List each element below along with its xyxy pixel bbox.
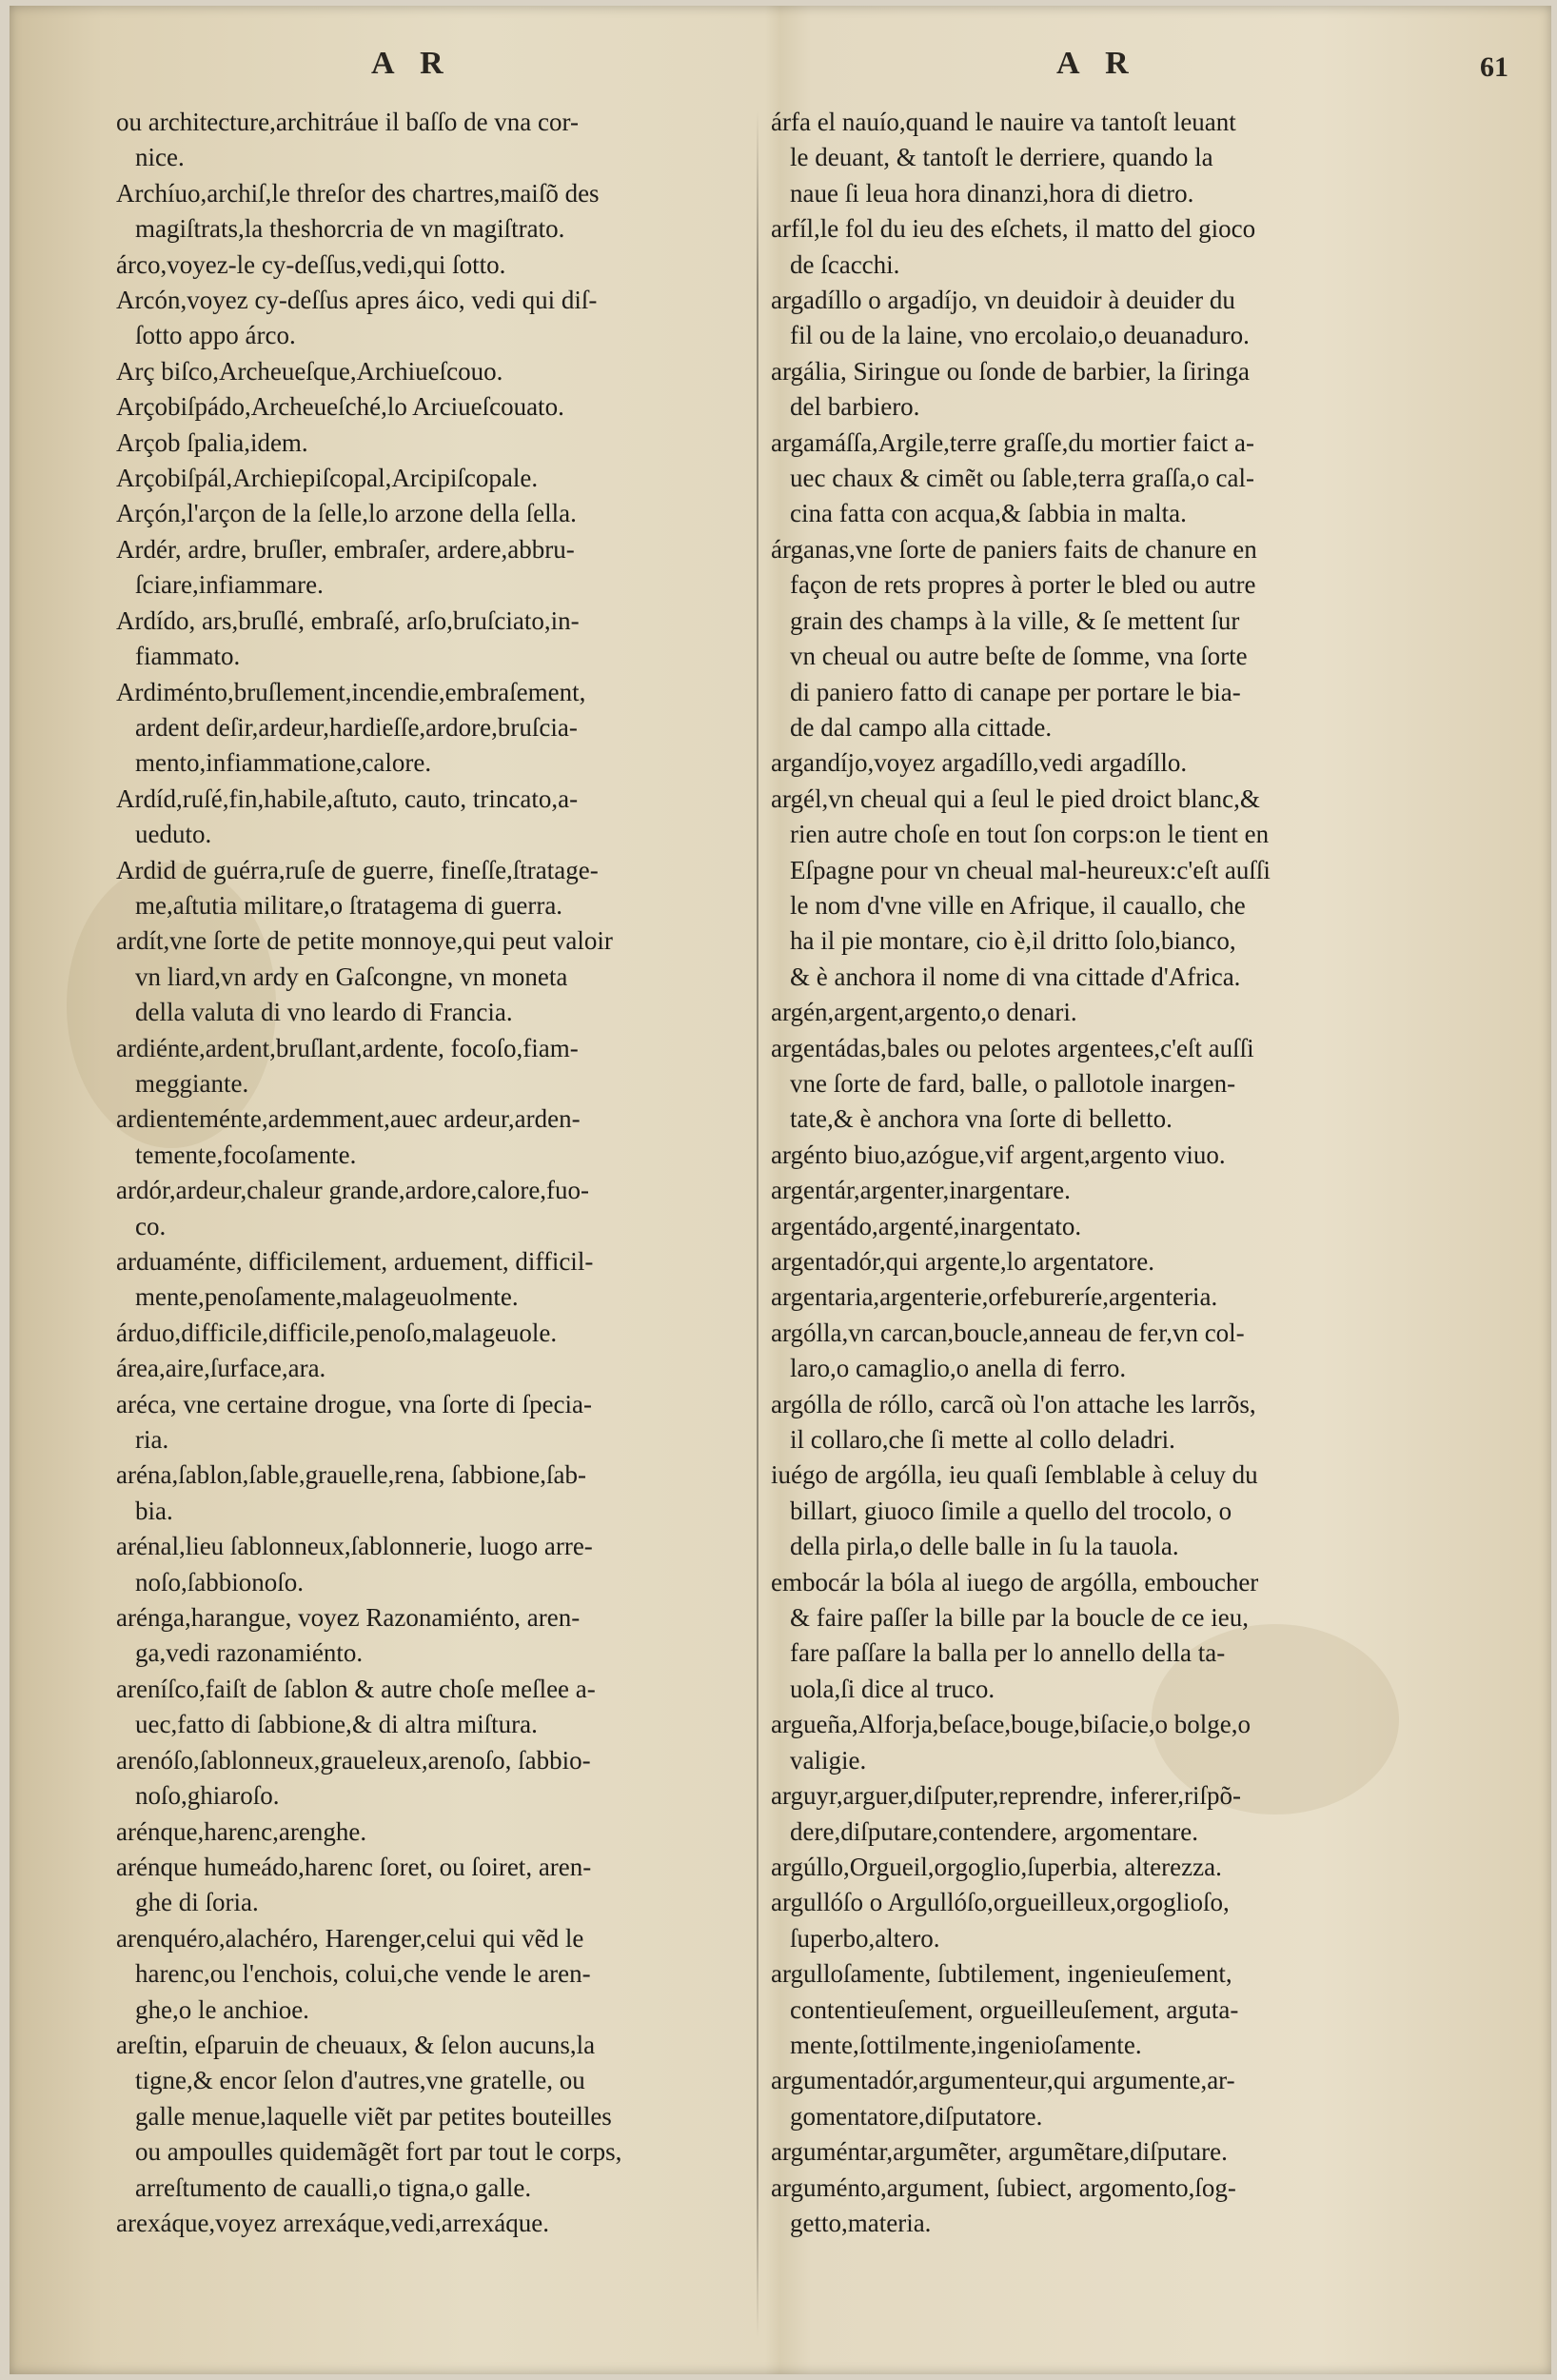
- dictionary-entry: [771, 995, 1428, 1030]
- dictionary-entry: [116, 1101, 739, 1173]
- dictionary-entry: [116, 1316, 739, 1351]
- dictionary-entry: [771, 211, 1428, 283]
- dictionary-entry: [771, 532, 1428, 745]
- entry-line: argentadór,qui argente,lo argentatore.: [771, 1247, 1155, 1276]
- entry-line: Ardér, ardre, bruſler, embraſer, ardere,abbru-: [116, 534, 575, 564]
- entry-line: Ardiménto,bruſlement,incendie,embraſement,: [116, 677, 586, 706]
- entry-line: arduaménte, difficilement, arduement, difficil-: [116, 1247, 594, 1276]
- dictionary-entry: [116, 853, 739, 924]
- running-head-right: A R: [1056, 46, 1138, 81]
- entry-line: harenc,ou l'enchois, colui,che vende le aren-: [135, 1959, 591, 1989]
- entry-line: arénque humeádo,harenc ſoret, ou ſoiret, aren-: [116, 1852, 592, 1881]
- dictionary-entry: [771, 1850, 1428, 1885]
- entry-line: nice.: [135, 143, 185, 172]
- entry-line: uec chaux & cimẽt ou ſable,terra graſſa,o cal-: [790, 464, 1255, 493]
- entry-line: façon de rets propres à porter le bled ou autre: [790, 570, 1256, 600]
- entry-line: vn liard,vn ardy en Gaſcongne, vn moneta: [135, 962, 568, 991]
- dictionary-entry: [771, 2063, 1428, 2134]
- dictionary-entry: [116, 923, 739, 1030]
- dictionary-entry: [116, 1031, 739, 1102]
- entry-line: arguménto,argument, ſubiect, argomento,ſog-: [771, 2172, 1236, 2202]
- dictionary-entry: [116, 283, 739, 354]
- entry-line: árco,voyez-le cy-deſſus,vedi,qui ſotto.: [116, 249, 506, 279]
- entry-line: Ardid de guérra,ruſe de guerre, fineſſe,ſtratage-: [116, 855, 599, 884]
- entry-line: laro,o camaglio,o anella di ferro.: [790, 1354, 1127, 1383]
- entry-line: mento,infiammatione,calore.: [135, 748, 432, 778]
- entry-line: argentaria,argenterie,orfebureríe,argenteria.: [771, 1282, 1218, 1312]
- right-column: [771, 105, 1428, 2241]
- running-head-left: A R: [371, 46, 453, 81]
- entry-line: gomentatore,diſputatore.: [790, 2101, 1043, 2131]
- left-column: [116, 105, 739, 2241]
- dictionary-entry: [771, 745, 1428, 781]
- dictionary-entry: [771, 1031, 1428, 1138]
- entry-line: le deuant, & tantoſt le derriere, quando la: [790, 143, 1213, 172]
- entry-line: ria.: [135, 1425, 169, 1455]
- entry-line: ga,vedi razonamiénto.: [135, 1638, 364, 1668]
- entry-line: argén,argent,argento,o denari.: [771, 998, 1077, 1027]
- dictionary-entry: [771, 283, 1428, 354]
- entry-line: arexáque,voyez arrexáque,vedi,arrexáque.: [116, 2208, 549, 2237]
- entry-line: Archíuo,archiſ,le threſor des chartres,maiſõ des: [116, 178, 600, 208]
- entry-line: Arçob ſpalia,idem.: [116, 427, 308, 457]
- entry-line: vn cheual ou autre beſte de ſomme, vna ſorte: [790, 642, 1248, 671]
- entry-line: me,aſtutia militare,o ſtratagema di guerra.: [135, 890, 563, 920]
- entry-line: argólla de róllo, carcã où l'on attache les larrõs,: [771, 1389, 1256, 1418]
- dictionary-entry: [771, 1956, 1428, 2063]
- entry-line: getto,materia.: [790, 2208, 932, 2237]
- entry-line: argandíjo,voyez argadíllo,vedi argadíllo.: [771, 748, 1188, 778]
- entry-line: ſciare,infiammare.: [135, 570, 324, 600]
- entry-line: ou ampoulles quidemãgẽt fort par tout le corps,: [135, 2137, 622, 2167]
- entry-line: árduo,difficile,difficile,penoſo,malageuole.: [116, 1318, 558, 1347]
- entry-line: meggiante.: [135, 1068, 249, 1098]
- dictionary-entry: [116, 105, 739, 176]
- entry-line: aréngа,harangue, voyez Razonamiénto, aren-: [116, 1603, 581, 1633]
- entry-line: valigie.: [790, 1745, 867, 1775]
- dictionary-entry: [771, 1387, 1428, 1458]
- entry-line: ardienteménte,ardemment,auec ardeur,arden-: [116, 1104, 581, 1134]
- entry-line: área,aire,ſurface,ara.: [116, 1354, 326, 1383]
- entry-line: Ardído, ars,bruſlé, embraſé, arſo,bruſciato,in-: [116, 605, 580, 635]
- dictionary-entry: [771, 1316, 1428, 1387]
- entry-line: argadíllo o argadíjo, vn deuidoir à deuider du: [771, 286, 1235, 315]
- dictionary-entry: [771, 1138, 1428, 1173]
- entry-line: naue ſi leua hora dinanzi,hora di dietro.: [790, 178, 1194, 208]
- dictionary-entry: [116, 1743, 739, 1815]
- entry-line: ueduto.: [135, 820, 212, 849]
- dictionary-entry: [771, 2134, 1428, 2170]
- entry-line: arguméntar,argumẽter, argumẽtare,diſputare.: [771, 2137, 1228, 2167]
- entry-line: arreſtumento de caualli,o tigna,o galle.: [135, 2172, 532, 2202]
- entry-line: argólla,vn carcan,boucle,anneau de fer,vn col-: [771, 1318, 1245, 1347]
- entry-line: uec,fatto di ſabbione,& di altra miſtura.: [135, 1710, 538, 1739]
- dictionary-entry: [771, 105, 1428, 211]
- dictionary-entry: [116, 1458, 739, 1529]
- entry-line: contentieuſement, orgueilleuſement, arguta-: [790, 1994, 1239, 2024]
- entry-line: embocár la bóla al iuego de argólla, emboucher: [771, 1567, 1259, 1597]
- entry-line: árfa el nauío,quand le nauire va tantoſt leuant: [771, 108, 1236, 136]
- entry-line: le nom d'vne ville en Afrique, il cauallo, che: [790, 890, 1246, 920]
- entry-line: fiammato.: [135, 642, 241, 671]
- dictionary-entry: [116, 1529, 739, 1600]
- entry-line: rien autre choſe en tout ſon corps:on le tient en: [790, 820, 1270, 849]
- entry-line: arénal,lieu ſablonneux,ſablonnerie, luogo arre-: [116, 1532, 593, 1561]
- dictionary-entry: [116, 389, 739, 425]
- entry-line: arenquéro,alachéro, Harenger,celui qui vẽd le: [116, 1923, 584, 1953]
- dictionary-entry: [771, 1707, 1428, 1778]
- entry-line: temente,focoſamente.: [135, 1140, 357, 1169]
- entry-line: billart, giuoco ſimile a quello del trocolo, o: [790, 1496, 1232, 1525]
- entry-line: noſo,ſabbionoſo.: [135, 1567, 304, 1597]
- entry-line: mente,ſottilmente,ingenioſamente.: [790, 2030, 1142, 2059]
- dictionary-entry: [116, 1244, 739, 1316]
- entry-line: ardiénte,ardent,bruſlant,ardente, focoſo,fiam-: [116, 1033, 579, 1062]
- dictionary-entry: [116, 782, 739, 853]
- dictionary-entry: [771, 1458, 1428, 1564]
- entry-line: ou architecture,architráue il baſſo de vna cor-: [116, 108, 579, 136]
- dictionary-entry: [116, 176, 739, 248]
- dictionary-entry: [116, 1173, 739, 1244]
- entry-line: arenóſo,ſablonneux,graueleux,arenoſo, ſabbio-: [116, 1745, 591, 1775]
- dictionary-entry: [116, 248, 739, 283]
- dictionary-entry: [116, 426, 739, 461]
- dictionary-entry: [771, 1778, 1428, 1850]
- entry-line: noſo,ghiaroſo.: [135, 1781, 280, 1811]
- entry-line: uola,ſi dice al truco.: [790, 1674, 995, 1703]
- dictionary-entry: [771, 2171, 1428, 2242]
- dictionary-entry: [116, 604, 739, 675]
- entry-line: galle menue,laquelle viẽt par petites bouteilles: [135, 2101, 612, 2131]
- entry-line: della valuta di vno leardo di Francia.: [135, 998, 513, 1027]
- entry-line: argulloſamente, ſubtilement, ingenieuſement,: [771, 1959, 1232, 1989]
- entry-line: bia.: [135, 1496, 173, 1525]
- dictionary-entry: [116, 1921, 739, 2028]
- entry-line: Arçobiſpádo,Archeueſché,lo Arciueſcouato.: [116, 392, 564, 422]
- entry-line: ſotto appo árco.: [135, 321, 296, 350]
- entry-line: ſuperbo,altero.: [790, 1923, 940, 1953]
- entry-line: & faire paſſer la bille par la boucle de ce ieu,: [790, 1603, 1250, 1633]
- dictionary-entry: [116, 461, 739, 496]
- dictionary-entry: [771, 426, 1428, 532]
- dictionary-entry: [116, 2028, 739, 2206]
- dictionary-entry: [116, 2206, 739, 2241]
- entry-line: ha il pie montare, cio è,il dritto ſolo,bianco,: [790, 926, 1236, 956]
- entry-line: Eſpagne pour vn cheual mal-heureux:c'eſt auſſi: [790, 855, 1271, 884]
- entry-line: argentár,argenter,inargentare.: [771, 1176, 1071, 1205]
- entry-line: árganas,vne ſorte de paniers faits de chanure en: [771, 534, 1257, 564]
- entry-line: aréna,ſablon,ſable,grauelle,rena, ſabbione,ſab-: [116, 1460, 587, 1490]
- entry-line: il collaro,che ſi mette al collo deladri.: [790, 1425, 1175, 1455]
- dictionary-entry: [771, 1173, 1428, 1208]
- entry-line: arénque,harenc,arenghe.: [116, 1816, 367, 1846]
- entry-line: de dal campo alla cittade.: [790, 712, 1053, 742]
- entry-line: argueña,Alforja,beſace,bouge,biſacie,o bolge,o: [771, 1710, 1252, 1739]
- dictionary-entry: [116, 1672, 739, 1743]
- book-page: [10, 6, 1551, 2374]
- entry-line: ardór,ardeur,chaleur grande,ardore,calore,fuo-: [116, 1176, 590, 1205]
- entry-line: Arç biſco,Archeueſque,Archiueſcouo.: [116, 356, 503, 386]
- entry-line: areníſco,faiſt de ſablon & autre choſe meſlee a-: [116, 1674, 596, 1703]
- entry-line: areſtin, eſparuin de cheuaux, & ſelon aucuns,la: [116, 2030, 596, 2059]
- entry-line: fil ou de la laine, vno ercolaio,o deuanaduro.: [790, 321, 1250, 350]
- dictionary-entry: [116, 532, 739, 604]
- entry-line: magiſtrats,la theshorcria de vn magiſtrato.: [135, 214, 565, 244]
- entry-line: argumentadór,argumenteur,qui argumente,ar-: [771, 2066, 1235, 2095]
- entry-line: co.: [135, 1211, 167, 1240]
- entry-line: ardít,vne ſorte de petite monnoye,qui peut valoir: [116, 926, 613, 956]
- page-number: 61: [1480, 51, 1508, 83]
- entry-line: argénto biuo,azógue,vif argent,argento viuo.: [771, 1140, 1226, 1169]
- entry-line: argúllo,Orgueil,orgoglio,ſuperbia, alterezza.: [771, 1852, 1222, 1881]
- entry-line: aréca, vne certaine drogue, vna ſorte di ſpecia-: [116, 1389, 592, 1418]
- entry-line: del barbiero.: [790, 392, 920, 422]
- entry-line: ardent deſir,ardeur,hardieſſe,ardore,bruſcia-: [135, 712, 578, 742]
- dictionary-entry: [116, 1850, 739, 1921]
- entry-line: argália, Siringue ou ſonde de barbier, la ſiringa: [771, 356, 1251, 386]
- entry-line: tigne,& encor ſelon d'autres,vne gratelle, ou: [135, 2066, 585, 2095]
- entry-line: de ſcacchi.: [790, 249, 900, 279]
- dictionary-entry: [116, 1351, 739, 1386]
- entry-line: Arçón,l'arçon de la ſelle,lo arzone della ſella.: [116, 499, 577, 528]
- entry-line: argentádas,bales ou pelotes argentees,c'eſt auſſi: [771, 1033, 1254, 1062]
- dictionary-entry: [771, 354, 1428, 426]
- dictionary-entry: [116, 1815, 739, 1850]
- entry-line: dere,diſputare,contendere, argomentare.: [790, 1816, 1199, 1846]
- dictionary-entry: [771, 1244, 1428, 1279]
- entry-line: argamáſſa,Argile,terre graſſe,du mortier faict a-: [771, 427, 1255, 457]
- entry-line: argentádo,argenté,inargentato.: [771, 1211, 1082, 1240]
- dictionary-entry: [116, 1387, 739, 1458]
- entry-line: Arcón,voyez cy-deſſus apres áico, vedi qui diſ-: [116, 286, 598, 315]
- dictionary-entry: [771, 782, 1428, 995]
- dictionary-entry: [771, 1565, 1428, 1708]
- dictionary-entry: [771, 1279, 1428, 1315]
- dictionary-entry: [771, 1209, 1428, 1244]
- entry-line: mente,penoſamente,malageuolmente.: [135, 1282, 519, 1312]
- dictionary-entry: [116, 1600, 739, 1672]
- entry-line: & è anchora il nome di vna cittade d'Africa.: [790, 962, 1241, 991]
- dictionary-entry: [771, 1885, 1428, 1956]
- entry-line: iuégo de argólla, ieu quaſi ſemblable à celuy du: [771, 1460, 1258, 1490]
- dictionary-entry: [116, 675, 739, 782]
- entry-line: ghe,o le anchioe.: [135, 1994, 309, 2024]
- entry-line: fare paſſare la balla per lo annello della ta-: [790, 1638, 1226, 1668]
- entry-line: cina fatta con acqua,& ſabbia in malta.: [790, 499, 1187, 528]
- entry-line: ghe di ſoria.: [135, 1888, 259, 1917]
- entry-line: della pirla,o delle balle in ſu la tauola.: [790, 1532, 1179, 1561]
- entry-line: di paniero fatto di canape per portare le bia-: [790, 677, 1241, 706]
- entry-line: Ardíd,ruſé,fin,habile,aſtuto, cauto, trincato,a-: [116, 783, 579, 813]
- dictionary-entry: [116, 496, 739, 531]
- entry-line: argél,vn cheual qui a ſeul le pied droict blanc,&: [771, 783, 1260, 813]
- column-rule: [757, 110, 759, 2338]
- entry-line: arfíl,le fol du ieu des eſchets, il matto del gioco: [771, 214, 1256, 244]
- dictionary-entry: [116, 354, 739, 389]
- entry-line: grain des champs à la ville, & ſe mettent ſur: [790, 605, 1240, 635]
- entry-line: vne ſorte de fard, balle, o pallotole inargen-: [790, 1068, 1236, 1098]
- entry-line: Arçobiſpál,Archiepiſcopal,Arcipiſcopale.: [116, 464, 539, 493]
- entry-line: argullóſo o Argullóſo,orgueilleux,orgoglioſo,: [771, 1888, 1230, 1917]
- entry-line: arguyr,arguer,diſputer,reprendre, inferer,riſpõ-: [771, 1781, 1241, 1811]
- entry-line: tate,& è anchora vna ſorte di belletto.: [790, 1104, 1173, 1134]
